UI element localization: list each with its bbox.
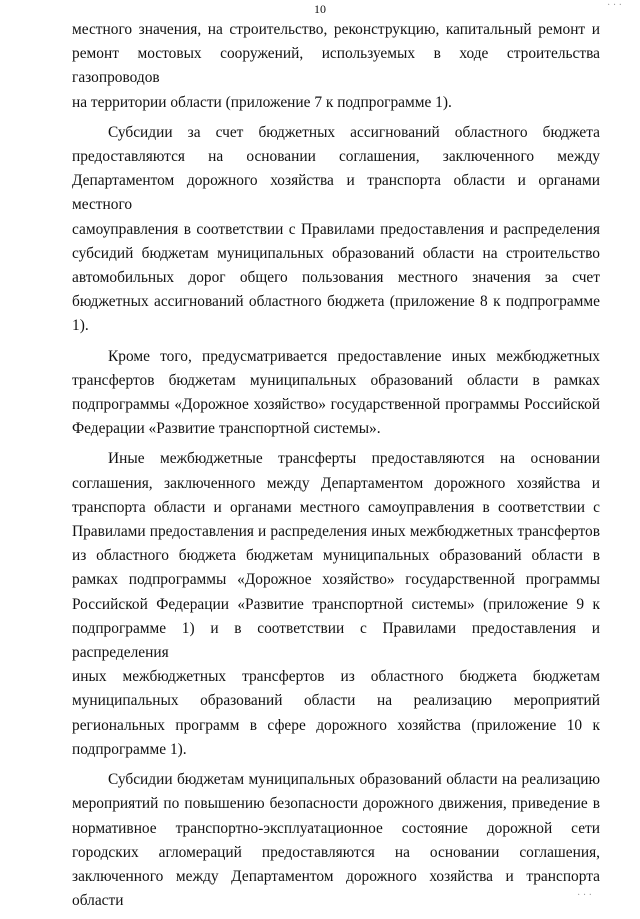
text-line: трансфертов бюджетам муниципальных образований области в рамках xyxy=(72,371,600,389)
text-line: субсидий бюджетам муниципальных образований области на строительство xyxy=(72,244,600,262)
text-line: региональных программ в сфере дорожного хозяйства (приложение 10 к xyxy=(72,716,600,734)
text-line: Федерации «Развитие транспортной системы». xyxy=(72,420,381,438)
text-line: Субсидии бюджетам муниципальных образований области на реализацию xyxy=(108,771,600,789)
text-line: нормативное транспортно-эксплуатационное состояние дорожной сети xyxy=(72,819,600,837)
scan-mark: · · · xyxy=(577,890,592,901)
text-line: Российской Федерации «Развитие транспортной системы» (приложение 9 к xyxy=(72,595,600,613)
text-line: предоставляются на основании соглашения, заключенного между xyxy=(72,148,600,166)
text-line: Правилами предоставления и распределения иных межбюджетных трансфертов xyxy=(72,523,600,541)
text-line: Департаментом дорожного хозяйства и транспорта области и органами местного xyxy=(72,172,600,214)
text-line: Субсидии за счет бюджетных ассигнований областного бюджета xyxy=(108,123,600,141)
text-line: подпрограмме 1) и в соответствии с Правилами предоставления и распределения xyxy=(72,619,600,662)
text-line: бюджетных ассигнований областного бюджета (приложение 8 к подпрограмме xyxy=(72,293,600,311)
text-line: заключенного между Департаментом дорожного хозяйства и транспорта области xyxy=(72,867,600,910)
text-line: рамках подпрограммы «Дорожное хозяйство» государственной программы xyxy=(72,571,600,589)
text-line: 1). xyxy=(72,317,89,335)
text-line: подпрограмме 1). xyxy=(72,740,187,758)
text-line: на территории области (приложение 7 к подпрограмме 1). xyxy=(72,93,452,111)
paragraph-1 xyxy=(72,18,600,115)
text-line: автомобильных дорог общего пользования местного значения за счет xyxy=(72,269,600,287)
paragraph-3 xyxy=(72,345,600,442)
document-body xyxy=(72,18,600,919)
text-line: подпрограммы «Дорожное хозяйство» государственной программы Российской xyxy=(72,396,600,414)
scan-mark: · · · xyxy=(607,0,622,11)
paragraph-2 xyxy=(72,121,600,339)
text-line: соглашения, заключенного между Департаментом дорожного хозяйства и xyxy=(72,474,600,492)
text-line: местного значения, на строительство, реконструкцию, капитальный ремонт и xyxy=(72,21,600,38)
text-line: мероприятий по повышению безопасности дорожного движения, приведение в xyxy=(72,795,600,813)
text-line: Иные межбюджетные трансферты предоставляются на основании xyxy=(108,450,600,468)
text-line: иных межбюджетных трансфертов из областного бюджета бюджетам xyxy=(72,668,600,686)
text-line: Кроме того, предусматривается предоставление иных межбюджетных xyxy=(108,347,600,365)
text-line: самоуправления в соответствии с Правилами предоставления и распределения xyxy=(72,220,600,238)
text-line: из областного бюджета бюджетам муниципальных образований области в xyxy=(72,547,600,565)
page-number: 10 xyxy=(314,2,326,16)
text-line: ремонт мостовых сооружений, используемых в ходе строительства газопроводов xyxy=(72,45,600,87)
paragraph-4 xyxy=(72,447,600,762)
text-line: муниципальных образований области на реализацию мероприятий xyxy=(72,692,600,710)
paragraph-5 xyxy=(72,768,600,913)
text-line: транспорта области и органами местного самоуправления в соответствии с xyxy=(72,498,600,516)
text-line: городских агломераций предоставляются на основании соглашения, xyxy=(72,843,600,861)
